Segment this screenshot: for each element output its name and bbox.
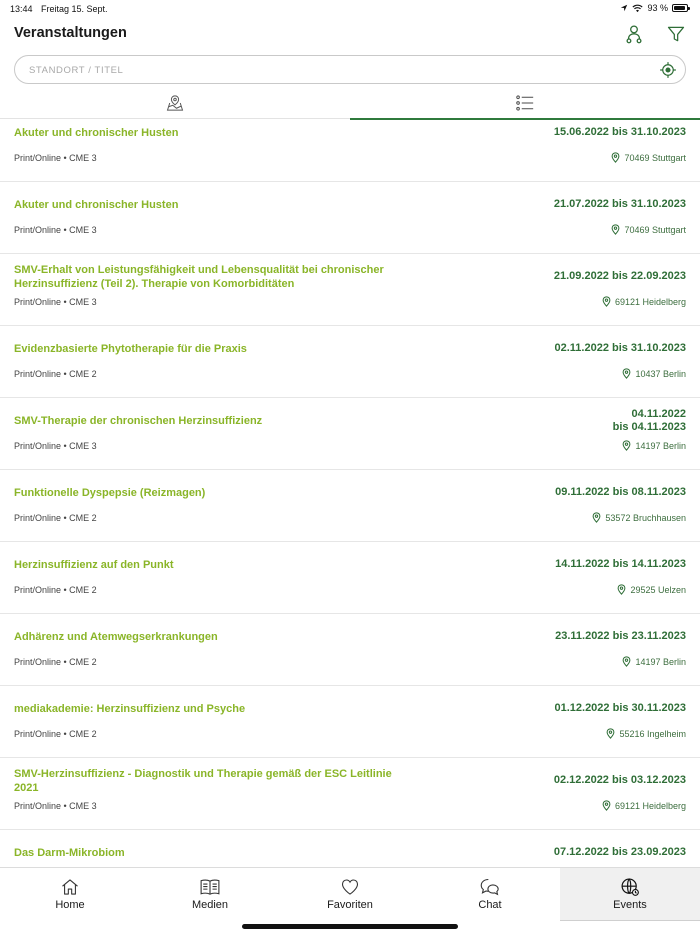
list-icon [515, 94, 535, 112]
battery-fill [674, 6, 685, 10]
users-button[interactable] [622, 22, 646, 46]
pin-icon [617, 584, 626, 595]
filter-icon [666, 24, 686, 44]
event-row[interactable] [0, 120, 700, 182]
event-date: 15.06.2022 bis 31.10.2023 [553, 126, 686, 138]
event-date: 02.12.2022 bis 03.12.2023 [553, 774, 686, 786]
event-title: mediakademie: Herzinsuffizienz und Psyche [14, 702, 246, 715]
filter-button[interactable] [664, 22, 688, 46]
event-meta: Print/Online • CME 2 [14, 369, 97, 379]
event-row[interactable] [0, 758, 700, 830]
event-location-text: 55216 Ingelheim [619, 728, 686, 739]
event-row[interactable] [0, 614, 700, 686]
status-time: 13:44 [10, 4, 33, 14]
tab-map[interactable] [0, 86, 350, 119]
event-date: 04.11.2022 bis 04.11.2023 [612, 407, 686, 433]
wifi-icon [632, 4, 643, 13]
event-location-text: 70469 Stuttgart [624, 152, 686, 163]
event-title: SMV-Therapie der chronischen Herzinsuffizienz [14, 414, 263, 427]
tab-favoriten-label: Favoriten [327, 899, 373, 911]
event-meta: Print/Online • CME 3 [14, 153, 97, 163]
tab-home-label: Home [55, 899, 85, 911]
event-row[interactable] [0, 182, 700, 254]
event-date: 23.11.2022 bis 23.11.2023 [555, 630, 686, 642]
event-location-text: 14197 Berlin [635, 656, 686, 667]
event-title: Herzinsuffizienz auf den Punkt [14, 558, 174, 571]
event-title: SMV-Erhalt von Leistungsfähigkeit und Lebensqualität bei chronischer Herzinsuffizienz (Teil 2). Therapie von Komorbiditäten [14, 263, 384, 290]
event-meta: Print/Online • CME 2 [14, 585, 97, 595]
tab-home[interactable] [0, 868, 140, 921]
pin-icon [602, 296, 611, 307]
tab-events[interactable] [560, 868, 700, 921]
event-row[interactable] [0, 542, 700, 614]
tab-chat[interactable] [420, 868, 560, 921]
tab-medien[interactable] [140, 868, 280, 921]
tab-favoriten[interactable] [280, 868, 420, 921]
event-title: Das Darm-Mikrobiom [14, 846, 125, 859]
event-row[interactable] [0, 830, 700, 867]
event-meta: Print/Online • CME 3 [14, 441, 97, 451]
event-location [602, 296, 686, 307]
event-list[interactable] [0, 120, 700, 867]
status-bar [0, 0, 700, 18]
tab-chat-label: Chat [478, 899, 502, 911]
event-date: 09.11.2022 bis 08.11.2023 [555, 486, 686, 498]
event-date: 01.12.2022 bis 30.11.2023 [554, 702, 686, 714]
event-location-text: 53572 Bruchhausen [605, 512, 686, 523]
pin-icon [622, 368, 631, 379]
event-row[interactable] [0, 254, 700, 326]
event-meta: Print/Online • CME 2 [14, 657, 97, 667]
status-date: Freitag 15. Sept. [41, 4, 108, 14]
event-location-text: 10437 Berlin [635, 368, 686, 379]
users-icon [623, 23, 645, 45]
event-date: 14.11.2022 bis 14.11.2023 [555, 558, 686, 570]
event-location-text: 69121 Heidelberg [614, 800, 686, 811]
event-location [611, 224, 686, 235]
location-arrow-icon [620, 4, 628, 12]
pin-icon [611, 224, 620, 235]
event-title: Funktionelle Dyspepsie (Reizmagen) [14, 486, 206, 499]
search-bar [14, 55, 686, 84]
event-title: Evidenzbasierte Phytotherapie für die Praxis [14, 342, 247, 355]
event-location [592, 512, 686, 523]
event-title: Akuter und chronischer Husten [14, 126, 179, 139]
event-location-text: 69121 Heidelberg [614, 296, 686, 307]
event-location [622, 440, 686, 451]
event-meta: Print/Online • CME 2 [14, 513, 97, 523]
tab-list[interactable] [350, 86, 700, 119]
page-title: Veranstaltungen [14, 25, 127, 41]
pin-icon [606, 728, 615, 739]
home-icon [60, 877, 80, 897]
event-date: 21.07.2022 bis 31.10.2023 [553, 198, 686, 210]
event-location [622, 368, 686, 379]
chat-icon [479, 877, 501, 897]
event-title: Adhärenz und Atemwegserkrankungen [14, 630, 218, 643]
pin-icon [602, 800, 611, 811]
event-location-text: 70469 Stuttgart [624, 224, 686, 235]
globe-icon [620, 877, 640, 897]
heart-icon [340, 877, 360, 897]
pin-icon [622, 440, 631, 451]
event-date: 21.09.2022 bis 22.09.2023 [553, 270, 686, 282]
locate-icon[interactable] [659, 61, 677, 79]
status-right [620, 3, 688, 13]
event-location-text: 14197 Berlin [635, 440, 686, 451]
home-indicator [242, 924, 458, 929]
event-meta: Print/Online • CME 3 [14, 225, 97, 235]
pin-icon [592, 512, 601, 523]
pin-icon [622, 656, 631, 667]
event-row[interactable] [0, 470, 700, 542]
event-meta: Print/Online • CME 3 [14, 297, 97, 307]
event-meta: Print/Online • CME 3 [14, 801, 97, 811]
tab-events-label: Events [613, 899, 647, 911]
battery-icon [672, 4, 688, 12]
map-icon [166, 94, 184, 112]
event-location [602, 800, 686, 811]
event-location [611, 152, 686, 163]
event-location [622, 656, 686, 667]
search-input[interactable] [29, 62, 649, 78]
pin-icon [611, 152, 620, 163]
event-location-text: 29525 Uelzen [630, 584, 686, 595]
event-row[interactable] [0, 398, 700, 470]
event-location [617, 584, 686, 595]
event-meta: Print/Online • CME 2 [14, 729, 97, 739]
book-icon [199, 877, 221, 897]
event-row[interactable] [0, 326, 700, 398]
event-location [606, 728, 686, 739]
event-title: SMV-Herzinsuffizienz - Diagnostik und Therapie gemäß der ESC Leitlinie 2021 [14, 767, 392, 794]
view-toggle [0, 86, 700, 119]
tab-medien-label: Medien [191, 899, 229, 911]
event-row[interactable] [0, 686, 700, 758]
battery-percent: 93 % [647, 3, 668, 13]
event-title: Akuter und chronischer Husten [14, 198, 179, 211]
event-date: 02.11.2022 bis 31.10.2023 [554, 342, 686, 354]
event-date: 07.12.2022 bis 23.09.2023 [553, 846, 686, 858]
